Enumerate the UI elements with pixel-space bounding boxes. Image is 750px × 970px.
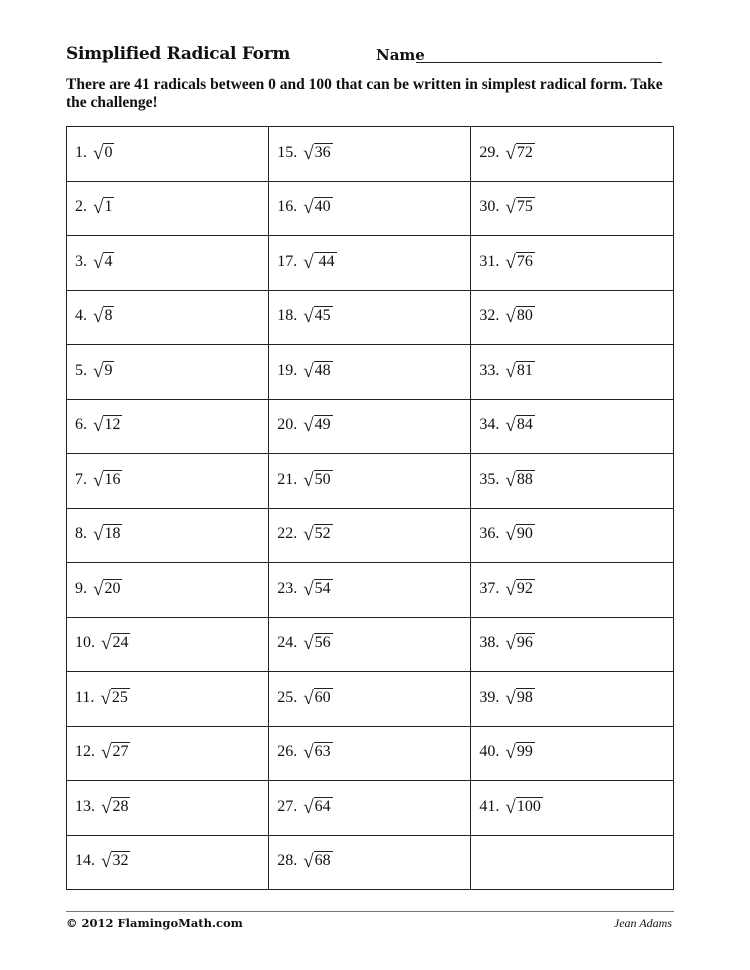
radicand: 0	[104, 143, 113, 161]
radicand: 75	[516, 198, 533, 216]
problem-cell	[269, 835, 471, 890]
radicand: 56	[314, 634, 331, 652]
footer-divider	[66, 911, 674, 912]
radical-sign-icon: √	[303, 851, 314, 873]
radical-expression	[303, 797, 332, 819]
problem-cell	[471, 454, 674, 509]
radical-expression	[93, 252, 114, 274]
problem-number: 28.	[277, 852, 298, 870]
radicand: 24	[112, 634, 129, 652]
problem-number: 23.	[277, 579, 298, 597]
radical-expression	[303, 197, 332, 219]
problem-number: 30.	[479, 198, 500, 216]
radicand: 99	[516, 743, 533, 761]
problem-number: 11.	[75, 688, 95, 706]
problem-number: 16.	[277, 198, 298, 216]
radicand: 68	[314, 852, 331, 870]
radicand: 4	[104, 252, 113, 270]
radical-sign-icon: √	[303, 796, 314, 818]
problem-number: 26.	[277, 743, 298, 761]
problem-cell	[471, 181, 674, 236]
radicals-grid	[66, 126, 674, 890]
problem-cell	[471, 399, 674, 454]
radicand: 72	[516, 143, 533, 161]
problem-cell	[67, 672, 269, 727]
table-row	[67, 508, 674, 563]
radicand: 1	[104, 198, 113, 216]
name-blank-line[interactable]	[416, 62, 662, 63]
problem-number: 15.	[277, 143, 298, 161]
radicand: 80	[516, 307, 533, 325]
radical-expression	[101, 797, 130, 819]
radical-expression	[303, 415, 332, 437]
radical-expression	[505, 252, 534, 274]
radical-sign-icon: √	[505, 687, 516, 709]
radicand: 8	[104, 307, 113, 325]
problem-cell	[269, 345, 471, 400]
problem-number: 37.	[479, 579, 500, 597]
problem-cell	[269, 726, 471, 781]
radical-sign-icon: √	[505, 197, 516, 219]
problem-cell	[471, 672, 674, 727]
problem-number: 33.	[479, 361, 500, 379]
radical-expression	[93, 143, 114, 165]
radical-sign-icon: √	[93, 578, 104, 600]
radicand: 100	[516, 797, 541, 815]
table-row	[67, 236, 674, 291]
problem-cell	[269, 508, 471, 563]
problem-number: 2.	[75, 198, 87, 216]
radicand: 63	[314, 743, 331, 761]
radical-expression	[303, 252, 336, 274]
problem-cell	[67, 290, 269, 345]
radicand: 90	[516, 525, 533, 543]
table-row	[67, 617, 674, 672]
problem-cell	[269, 236, 471, 291]
problem-number: 5.	[75, 361, 87, 379]
radical-expression	[505, 306, 534, 328]
radical-expression	[101, 633, 130, 655]
table-row	[67, 672, 674, 727]
radical-expression	[303, 470, 332, 492]
problem-cell	[471, 290, 674, 345]
radical-sign-icon: √	[93, 142, 104, 164]
problem-number: 29.	[479, 143, 500, 161]
radical-sign-icon: √	[303, 742, 314, 764]
radical-sign-icon: √	[93, 524, 104, 546]
radical-sign-icon: √	[101, 851, 112, 873]
problem-cell	[67, 563, 269, 618]
radical-expression	[303, 306, 332, 328]
radical-sign-icon: √	[505, 796, 516, 818]
radical-sign-icon: √	[505, 142, 516, 164]
radical-expression	[505, 579, 534, 601]
problem-cell	[269, 399, 471, 454]
problem-number: 34.	[479, 416, 500, 434]
radical-sign-icon: √	[303, 360, 314, 382]
radical-expression	[303, 143, 332, 165]
radicand: 36	[314, 143, 331, 161]
problem-cell	[471, 726, 674, 781]
radicand: 98	[516, 688, 533, 706]
radicand: 9	[104, 361, 113, 379]
problem-number: 27.	[277, 797, 298, 815]
radicand: 49	[314, 416, 331, 434]
problem-number: 7.	[75, 470, 87, 488]
problem-number: 24.	[277, 634, 298, 652]
copyright: © 2012 FlamingoMath.com	[66, 916, 243, 930]
worksheet-title: Simplified Radical Form	[66, 44, 291, 64]
radical-sign-icon: √	[93, 251, 104, 273]
author: Jean Adams	[613, 916, 672, 930]
radical-expression	[101, 742, 130, 764]
table-row	[67, 127, 674, 182]
problem-number: 32.	[479, 307, 500, 325]
problem-number: 12.	[75, 743, 95, 761]
radical-expression	[100, 688, 129, 710]
radicand: 76	[516, 252, 533, 270]
problem-cell	[471, 345, 674, 400]
radical-expression	[303, 851, 332, 873]
table-row	[67, 563, 674, 618]
problem-cell	[67, 345, 269, 400]
radical-expression	[505, 633, 534, 655]
problem-number: 14.	[75, 852, 95, 870]
radicand: 54	[314, 579, 331, 597]
radical-expression	[93, 306, 114, 328]
radical-expression	[93, 524, 122, 546]
radical-expression	[505, 797, 542, 819]
problem-cell	[269, 454, 471, 509]
table-row	[67, 181, 674, 236]
radical-expression	[505, 688, 534, 710]
radical-sign-icon: √	[93, 306, 104, 328]
radical-expression	[505, 415, 534, 437]
problem-cell	[471, 236, 674, 291]
problem-cell	[67, 127, 269, 182]
problem-cell	[471, 508, 674, 563]
problem-cell	[471, 781, 674, 836]
name-label: Name	[376, 46, 425, 64]
radical-expression	[303, 742, 332, 764]
radical-sign-icon: √	[303, 633, 314, 655]
radicand: 28	[112, 797, 129, 815]
problem-number: 8.	[75, 525, 87, 543]
radical-sign-icon: √	[505, 251, 516, 273]
radical-sign-icon: √	[303, 469, 314, 491]
radicand: 48	[314, 361, 331, 379]
problem-cell	[67, 508, 269, 563]
problem-cell	[269, 290, 471, 345]
radical-sign-icon: √	[505, 360, 516, 382]
radical-sign-icon: √	[303, 251, 314, 273]
problem-number: 39.	[479, 688, 500, 706]
problem-number: 19.	[277, 361, 298, 379]
problem-cell	[67, 236, 269, 291]
table-row	[67, 726, 674, 781]
radical-sign-icon: √	[93, 197, 104, 219]
radical-sign-icon: √	[101, 742, 112, 764]
radicand: 25	[111, 688, 128, 706]
table-row	[67, 454, 674, 509]
table-row	[67, 781, 674, 836]
radical-sign-icon: √	[101, 796, 112, 818]
table-row	[67, 835, 674, 890]
radical-expression	[93, 579, 122, 601]
radicand: 44	[314, 252, 335, 270]
radical-sign-icon: √	[93, 415, 104, 437]
problem-number: 18.	[277, 307, 298, 325]
problem-cell	[67, 617, 269, 672]
problem-cell	[269, 563, 471, 618]
radical-sign-icon: √	[101, 633, 112, 655]
radical-sign-icon: √	[303, 578, 314, 600]
problem-cell	[67, 781, 269, 836]
radical-sign-icon: √	[505, 415, 516, 437]
radical-sign-icon: √	[505, 578, 516, 600]
radical-expression	[505, 197, 534, 219]
radicand: 18	[104, 525, 121, 543]
radical-expression	[505, 742, 534, 764]
problem-cell	[269, 127, 471, 182]
radicand: 60	[314, 688, 331, 706]
radicand: 52	[314, 525, 331, 543]
problem-number: 17.	[277, 252, 298, 270]
radical-expression	[303, 524, 332, 546]
problem-cell	[471, 617, 674, 672]
problem-number: 41.	[479, 797, 500, 815]
problem-cell	[471, 563, 674, 618]
radicand: 12	[104, 416, 121, 434]
problem-cell	[67, 726, 269, 781]
radicand: 20	[104, 579, 121, 597]
problem-number: 36.	[479, 525, 500, 543]
radical-expression	[505, 524, 534, 546]
table-row	[67, 290, 674, 345]
empty-cell	[471, 835, 674, 890]
radical-expression	[93, 470, 122, 492]
radicand: 64	[314, 797, 331, 815]
problem-number: 1.	[75, 143, 87, 161]
radical-sign-icon: √	[303, 524, 314, 546]
problem-cell	[269, 181, 471, 236]
radicand: 92	[516, 579, 533, 597]
problem-number: 10.	[75, 634, 95, 652]
problem-number: 25.	[277, 688, 298, 706]
radical-sign-icon: √	[303, 306, 314, 328]
radical-sign-icon: √	[505, 306, 516, 328]
problem-number: 13.	[75, 797, 95, 815]
problem-number: 40.	[479, 743, 500, 761]
radical-sign-icon: √	[505, 633, 516, 655]
radicand: 45	[314, 307, 331, 325]
radicand: 88	[516, 470, 533, 488]
radical-sign-icon: √	[303, 197, 314, 219]
radical-sign-icon: √	[100, 687, 111, 709]
problem-number: 38.	[479, 634, 500, 652]
problem-number: 4.	[75, 307, 87, 325]
radical-sign-icon: √	[505, 524, 516, 546]
table-row	[67, 345, 674, 400]
radical-sign-icon: √	[93, 360, 104, 382]
radical-sign-icon: √	[303, 142, 314, 164]
problem-number: 3.	[75, 252, 87, 270]
problem-number: 20.	[277, 416, 298, 434]
problem-cell	[471, 127, 674, 182]
radical-expression	[93, 415, 122, 437]
problem-number: 6.	[75, 416, 87, 434]
radicand: 96	[516, 634, 533, 652]
radical-expression	[101, 851, 130, 873]
problem-number: 35.	[479, 470, 500, 488]
radicand: 50	[314, 470, 331, 488]
table-row	[67, 399, 674, 454]
radicand: 84	[516, 416, 533, 434]
radical-expression	[505, 361, 534, 383]
radical-expression	[505, 470, 534, 492]
radicand: 40	[314, 198, 331, 216]
instructions: There are 41 radicals between 0 and 100 that can be written in simplest radical form. Take the challenge!	[66, 76, 663, 111]
radicand: 32	[112, 852, 129, 870]
radical-sign-icon: √	[93, 469, 104, 491]
radicand: 16	[104, 470, 121, 488]
problem-number: 22.	[277, 525, 298, 543]
radical-expression	[505, 143, 534, 165]
radical-sign-icon: √	[303, 687, 314, 709]
radical-expression	[303, 688, 332, 710]
radical-expression	[93, 197, 114, 219]
problem-cell	[269, 781, 471, 836]
radical-expression	[303, 633, 332, 655]
radical-sign-icon: √	[303, 415, 314, 437]
radicand: 81	[516, 361, 533, 379]
problem-cell	[67, 399, 269, 454]
radical-sign-icon: √	[505, 469, 516, 491]
radical-sign-icon: √	[505, 742, 516, 764]
problem-cell	[67, 181, 269, 236]
radical-expression	[303, 361, 332, 383]
problem-cell	[67, 835, 269, 890]
problem-number: 31.	[479, 252, 500, 270]
problem-cell	[269, 672, 471, 727]
problem-cell	[67, 454, 269, 509]
problem-number: 21.	[277, 470, 298, 488]
radical-expression	[93, 361, 114, 383]
problem-number: 9.	[75, 579, 87, 597]
radicand: 27	[112, 743, 129, 761]
problem-cell	[269, 617, 471, 672]
radical-expression	[303, 579, 332, 601]
